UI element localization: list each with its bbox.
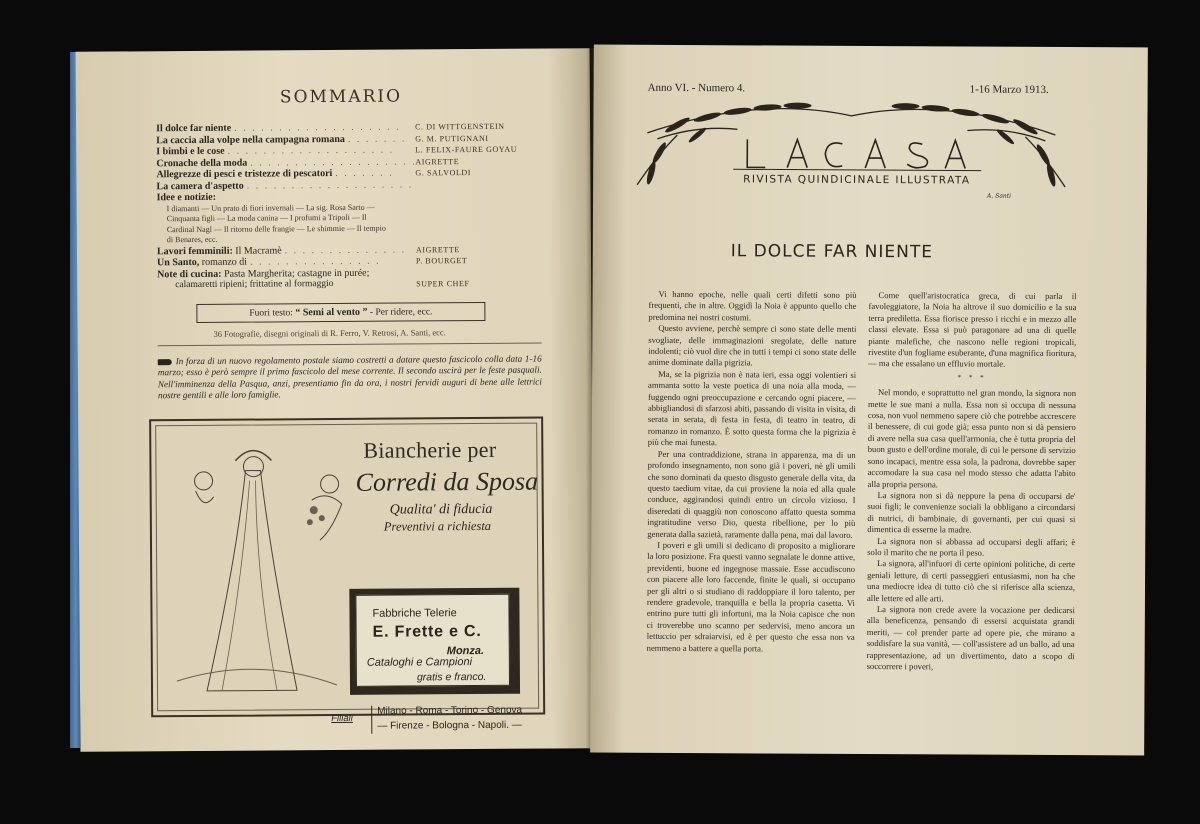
article-column-2: Come quell'aristocratica greca, di cui parla il favoleggiatore, la Noia ha altrove il suo domicilio e la sua terra prediletta. Essa fiorisce presso i ricchi e in mezzo alle classi elevate. Essa si può paragonare ad una di quelle piante malefiche, che nascono nelle regioni tropicali, rivestite d'un fogliame esuberante, d'una magnifica fioritura, — ma che essalano un effluvio mortale. * * * Nel mondo, e soprattutto nel gran mondo, la signora non mette le sue mani a nulla. Essa non si occupa di nessuna cosa, non vuol nemmeno sapere ciò che potrebbe accrescere il benessere, di cui gode già; essa punto non si dà pensiero di avere nella sua casa quell'armonia, che è tutta propria del buon gusto e dell'ordine morale, di cui le persone di servizio sono incapaci, mentre essa sola, la padrona, dovrebbe saper accomodare la sua casa nel modo stesso che adatta l'abito alla propria persona. La signora non si dà neppure la pena di occuparsi de' suoi figli; le convenienze sociali la obbligano a circondarsi di nutrici, di bambinaie, di governanti, per cui quasi si dimentica di esserne la madre. La signora non si abbassa ad occuparsi degli affari; è solo il marito che ne porta il peso. La signora, all'infuori di certe opinioni politiche, di certe geniali letture, di certi passeggieri entusiasmi, non ha che una mediocre idea di tutto ciò che si riferisce alla scienza, alle lettere ed alle arti. La signora non crede avere la vocazione per dedicarsi alla beneficenza, pensando di essersi acquistata grandi meriti, — col prender parte ad opere pie, che mirano a soddisfare la sua vanità, — coll'assistere ad un ballo, ad una rappresentazione, ad un divertimento, dato a scopo di soccorrere i poveri, (866, 290, 1077, 672)
ad-cities: Milano - Roma - Torino - Genova (377, 704, 523, 717)
issue-number: Anno VI. - Numero 4. (647, 81, 746, 95)
toc-row: Il dolce far niente . . . . . . . . . . . . . . . . . . . C. DI WITTGENSTEIN (156, 121, 505, 135)
right-page (590, 45, 1148, 756)
ad-headline: Biancherie per (363, 436, 497, 463)
ad-subheadline: Corredi da Sposa (355, 466, 539, 497)
article-title: IL DOLCE FAR NIENTE (730, 241, 934, 263)
ad-quality: Qualita' di fiducia (389, 501, 493, 518)
issue-date: 1-16 Marzo 1913. (969, 83, 1049, 96)
toc-row: calamaretti ripieni; frittatine al formaggio SUPER CHEF (175, 279, 470, 291)
ad-company-name: E. Frette e C. (372, 622, 482, 641)
ad-cities: — Firenze - Bologna - Napoli. — (377, 719, 522, 732)
frette-advertisement (149, 417, 545, 732)
sommario-title: SOMMARIO (279, 86, 403, 108)
ad-quotes: Preventivi a richiesta (383, 518, 492, 534)
article-column-1: Vi hanno epoche, nelle quali certi difetti sono più frequenti, che in altre. Oggidì la Noia è appunto quello che predomina nei nostri costumi. Questo avviene, perchè sempre ci sono state delle menti svogliate, delle immaginazioni sregolate, delle nature indolenti; ciò vuol dire che in tutti i tempi ci sono state delle anime dominate dalla pigrizia. Ma, se la pigrizia non è nata ieri, essa oggi volentieri si ammanta sotto la veste poetica di una noia alla moda, — fuggendo ogni preoccupazione e cercando ogni piacere, — abbigliandosi di sfarzosi abiti, passando di visita in visita, di serata in serata, di festa in festa, di teatro in teatro, di romanzo in romanzo. È sotto questa forma che la pigrizia è più che mai funesta. Per una contraddizione, strana in apparenza, ma di un profondo insegnamento, non sono già i poveri, nè gli umili che sono dominati da questo disgusto generale della vita, da questo taedium vitae, da cui proviene la noia ed alla quale conduce, aggirandosi quindi entro un circolo vizioso. I diseredati di quaggiù non conoscono affatto questa somma ingratitudine verso Dio, questa ribellione, per lo più generata dalla sazietà, raramente dalla pena, mai dal lavoro. I poveri e gli umili si dedicano di proposito a migliorare la loro posizione. Fra questi vanno segnalate le donne attive, previdenti, buone ed ingegnose massaie. Esse accudiscono con piacere alle loro faccende, finite le quali, si occupano per gli altri o si studiano di raddoppiare il loro talento, per rendere gradevole, tranquilla e bella la propria casetta. Vi entrino pure tutti gli infortuni, ma la Noia capisce che non ci troverebbe uno scanno per sedervisi, meno ancora un lettuccio per sdraiarvisi, ed è per questo che essa non va nemmeno a battere a quella porta. (646, 288, 857, 654)
idee-list: I diamanti — Un prato di fiori invernali — La sig. Rosa Sarto — Cinquanta figli — La moda canina — I profumi a Tripoli — Il Cardinal Nagl — Il ritorno delle frangie — Le shimmie — Il tempio di Benares, ecc. (166, 202, 386, 245)
ad-filiali-label: Filiali (331, 712, 353, 725)
toc-row: Un Santo, romanzo di . . . . . . . . . . . . . . . P. BOURGET (156, 255, 468, 269)
toc-row: Allegrezze di pesci e tristezze di pescatori . . . . . . . G. SALVOLDI (156, 167, 472, 181)
cherub-icon (301, 470, 352, 550)
toc-row: Note di cucina: Pasta Margherita; castagne in purée; (157, 267, 370, 280)
fuori-testo-box: Fuori testo: “ Semi al vento ” - Per ridere, ecc. (196, 302, 485, 323)
toc-row: Cronache della moda . . . . . . . . . . . . . . . . . . . AIGRETTE (156, 155, 460, 169)
table-of-contents (156, 121, 537, 292)
masthead-subtitle: RIVISTA QUINDICINALE ILLUSTRATA (743, 173, 971, 187)
divider (158, 343, 542, 347)
toc-row: La caccia alla volpe nella campagna romana . . . . . . . G. M. PUTIGNANI (156, 132, 489, 146)
postal-notice: In forza di un nuovo regolamento postale siamo costretti a datare questo fascicolo colla data 1-16 marzo; esso è però sempre il primo fascicolo del mese corrente. Il secondo uscirà per le feste pasquali. Nell'imminenza della Pasqua, anzi, presentiamo fin da ora, i nostri fervidi auguri di bene alle lettrici nostre gentili e alle loro famiglie. (157, 353, 542, 401)
illustrator-signature: A. Santi (987, 192, 1012, 200)
pointing-hand-icon (158, 359, 172, 365)
toc-row: I bimbi e le cose . . . . . . . . . . . . . . . . . . . L. FELIX-FAURE GOYAU (156, 144, 518, 158)
section-separator: * * * (957, 373, 987, 382)
toc-row: Lavori femminili: Il Macramè . . . . . . . . . . . . . . AIGRETTE (156, 243, 460, 257)
photo-credits: 36 Fotografie, disegni originali di R. Ferro, V. Retrosi, A. Santi, ecc. (213, 327, 446, 339)
toc-row: La camera d'aspetto . . . . . . . . . . . . . . . . . . . (156, 178, 414, 192)
ad-company-box: Fabbriche Telerie E. Frette e C. Monza. Cataloghi e Campioni gratis e franco. (349, 588, 520, 695)
left-page (76, 48, 595, 752)
toc-row: Idee e notizie: (156, 191, 217, 204)
